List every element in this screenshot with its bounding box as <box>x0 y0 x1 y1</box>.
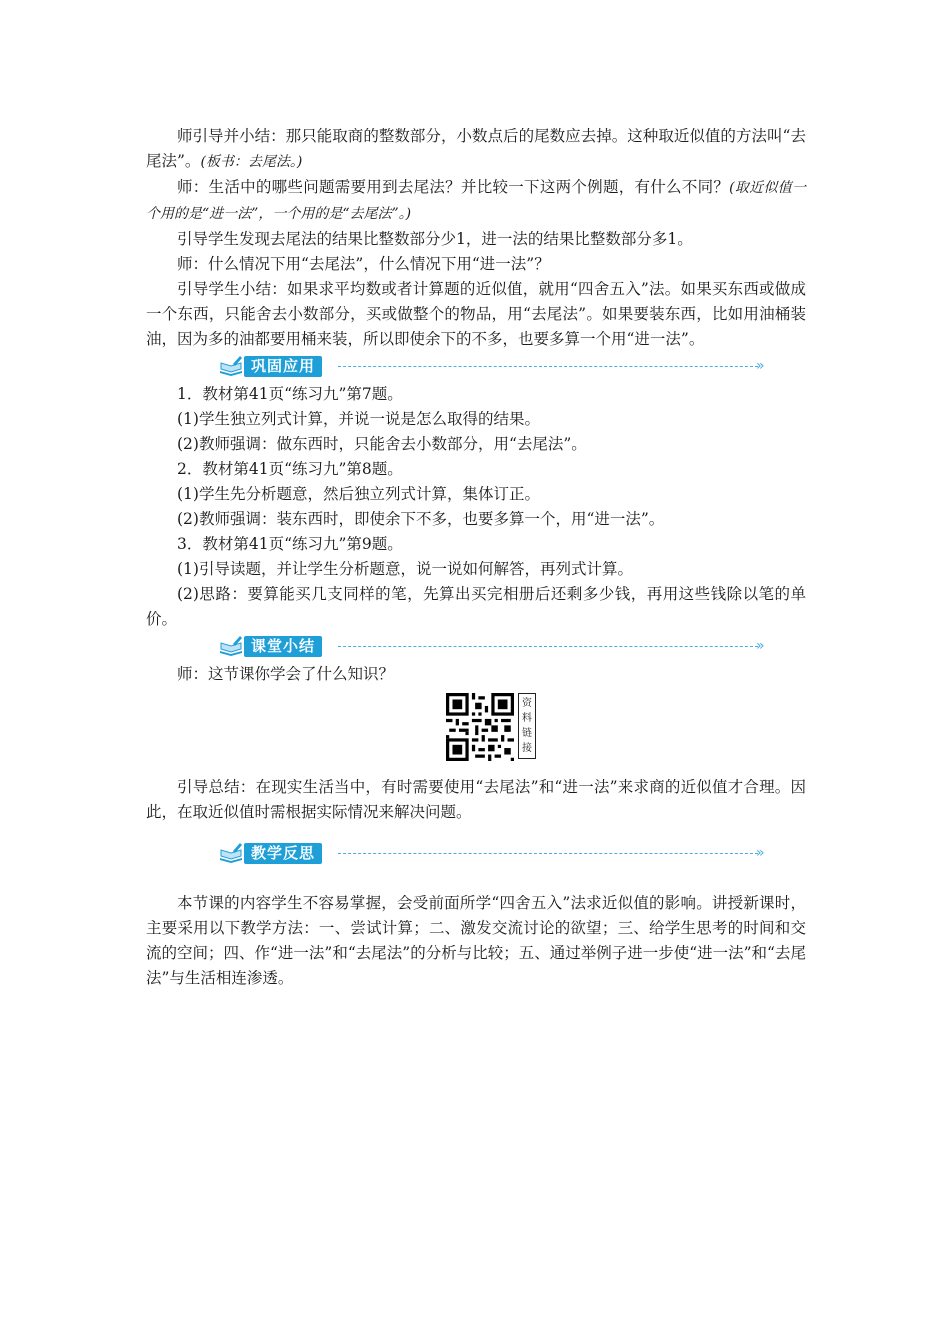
section-title: 课堂小结 <box>244 636 322 657</box>
section-header-reflection <box>146 841 806 867</box>
book-pen-icon <box>218 355 244 377</box>
double-chevron-icon: » <box>756 358 765 374</box>
section-title: 巩固应用 <box>244 356 322 377</box>
list-item: (2)教师强调：装东西时，即使余下不多，也要多算一个，用“进一法”。 <box>177 510 665 528</box>
qr-code-icon[interactable] <box>446 693 514 761</box>
dashed-divider <box>338 646 758 647</box>
paragraph: 师引导并小结：那只能取商的整数部分，小数点后的尾数应去掉。这种取近似值的方法叫“去尾法”。(板书：去尾法。) <box>146 127 806 170</box>
document-body <box>146 124 806 991</box>
resource-link <box>146 691 806 771</box>
paragraph: 引导总结：在现实生活当中，有时需要使用“去尾法”和“进一法”来求商的近似值才合理。因此，在取近似值时需根据实际情况来解决问题。 <box>146 778 806 821</box>
dashed-divider <box>338 366 758 367</box>
list-item: (2)教师强调：做东西时，只能舍去小数部分，用“去尾法”。 <box>177 435 587 453</box>
list-item: (1)引导读题，并让学生分析题意，说一说如何解答，再列式计算。 <box>177 560 633 578</box>
double-chevron-icon: » <box>756 638 765 654</box>
answer-note: (取近似值一个用的是“进一法”，一个用的是“去尾法”。) <box>146 180 806 222</box>
list-item: (1)学生独立列式计算，并说一说是怎么取得的结果。 <box>177 410 540 428</box>
list-item: 1．教材第41页“练习九”第7题。 <box>177 385 403 403</box>
dashed-divider <box>338 853 758 854</box>
double-chevron-icon: » <box>756 845 765 861</box>
paragraph: 引导学生发现去尾法的结果比整数部分少1，进一法的结果比整数部分多1。 <box>177 230 693 248</box>
paragraph: 师：生活中的哪些问题需要用到去尾法？并比较一下这两个例题，有什么不同？(取近似值一个用的是“进一法”，一个用的是“去尾法”。) <box>146 178 806 222</box>
list-item: (1)学生先分析题意，然后独立列式计算，集体订正。 <box>177 485 540 503</box>
resource-link-tag: 资 料 链 接 <box>518 693 536 759</box>
paragraph: 师：什么情况下用“去尾法”，什么情况下用“进一法”？ <box>177 255 550 273</box>
book-pen-icon <box>218 842 244 864</box>
paragraph: 师：这节课你学会了什么知识？ <box>177 665 395 683</box>
list-item: 2．教材第41页“练习九”第8题。 <box>177 460 403 478</box>
section-title: 教学反思 <box>244 843 322 864</box>
paragraph: 本节课的内容学生不容易掌握，会受前面所学“四舍五入”法求近似值的影响。讲授新课时，主要采用以下教学方法：一、尝试计算；二、激发交流讨论的欲望；三、给学生思考的时间和交流的空间；四、作“进一法”和“去尾法”的分析与比较；五、通过举例子进一步使“进一法”和“去尾法”与生活相连渗透。 <box>146 894 806 987</box>
paragraph: 引导学生小结：如果求平均数或者计算题的近似值，就用“四舍五入”法。如果买东西或做成一个东西，只能舍去小数部分，买或做整个的物品，用“去尾法”。如果要装东西，比如用油桶装油，因为多的油都要用桶来装，所以即使余下的不多，也要多算一个用“进一法”。 <box>146 280 806 348</box>
book-pen-icon <box>218 635 244 657</box>
list-item: (2)思路：要算能买几支同样的笔，先算出买完相册后还剩多少钱，再用这些钱除以笔的单价。 <box>146 585 806 628</box>
board-note: (板书：去尾法。) <box>200 154 303 170</box>
section-header-practice <box>146 354 806 380</box>
list-item: 3．教材第41页“练习九”第9题。 <box>177 535 403 553</box>
section-header-summary <box>146 634 806 660</box>
